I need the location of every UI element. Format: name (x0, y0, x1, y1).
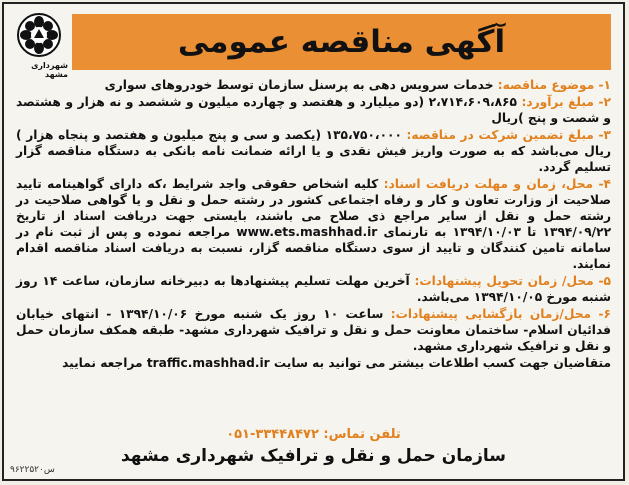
logo (10, 12, 68, 82)
item-documents (16, 176, 611, 272)
item-label: ۶- محل/زمان بازگشایی پیشنهادات: (390, 307, 611, 321)
item-text: ۲،۷۱۴،۶۰۹،۸۶۵ (دو میلیارد و هفتصد و چهارده میلیون و ششصد و نه هزار و هشتصد و شصت و پنج )ریال (16, 95, 611, 125)
item-submission (16, 273, 611, 305)
footer-note-text: مراجعه نمایید (62, 356, 147, 370)
ad-code: ۹۶۲۲۵۲۰س (10, 465, 55, 475)
item-text: آخرین مهلت تسلیم پیشنهادها به دبیرخانه سازمان، ساعت ۱۴ روز شنبه مورخ ۱۳۹۴/۱۰/۰۵ می‌باشد. (16, 274, 611, 304)
footer-note (16, 355, 611, 371)
item-label: ۵- محل/ زمان تحویل پیشنهادات: (414, 274, 611, 288)
item-text: مراجعه نموده و پس از ثبت نام در سامانه تامین کنندگان و تایید از سوی دستگاه مناقصه گزار، نسبت به دریافت اسناد مناقصه اقدام نمایند. (16, 225, 611, 271)
header-banner (72, 14, 611, 70)
item-estimate (16, 94, 611, 126)
item-text: خدمات سرویس دهی به پرسنل سازمان توسط خودروهای سواری (104, 78, 498, 92)
tender-notice (2, 2, 625, 481)
item-subject (16, 77, 611, 93)
traffic-website-link[interactable]: traffic.mashhad.ir (146, 356, 270, 370)
municipality-emblem-icon (16, 12, 62, 58)
contact-phone: تلفن تماس: ۳۳۴۴۸۴۷۲-۰۵۱ (226, 427, 401, 442)
item-label: ۳- مبلغ تضمین شرکت در مناقصه: (406, 128, 611, 142)
logo-caption: شهرداری مشهد (31, 61, 68, 79)
item-text: کلیه اشخاص حقوقی واجد شرایط ،که دارای گواهینامه تایید صلاحیت از وزارت تعاون و کار و رفاه اجتماعی کشور در رشته حمل و نقل و یا گواهی صلاحیت در رشته حمل و نقل از سایر مراجع ذی صلاح می باشند، بایستی جهت دریافت اسناد از تاریخ ۱۳۹۴/۰۹/۲۲ تا ۱۳۹۴/۱۰/۰۳ به تارنمای (16, 177, 612, 239)
ets-website-link[interactable]: www.ets.mashhad.ir (236, 225, 378, 239)
organization-name: سازمان حمل و نقل و ترافیک شهرداری مشهد (120, 446, 507, 466)
item-text: ۱۳۵،۷۵۰،۰۰۰ (یکصد و سی و پنج میلیون و هفتصد و پنجاه هزار ) ریال می‌باشد که به صورت واریز فیش نقدی و یا ارائه ضمانت نامه بانکی به دستگاه مناقصه گزار تسلیم گردد. (16, 128, 611, 174)
item-label: ۱- موضوع مناقصه: (497, 78, 611, 92)
item-text: ساعت ۱۰ روز یک شنبه مورخ ۱۳۹۴/۱۰/۰۶ - انتهای خیابان فدائیان اسلام- ساختمان معاونت حمل و نقل و ترافیک شهرداری مشهد- طبقه همکف سازمان حمل و نقل و ترافیک شهرداری مشهد. (16, 307, 611, 353)
item-label: ۴- محل، زمان و مهلت دریافت اسناد: (383, 177, 611, 191)
item-opening (16, 306, 611, 354)
item-guarantee (16, 127, 611, 175)
item-label: ۲- مبلغ برآورد: (521, 95, 611, 109)
page-title: آگهی مناقصه عمومی (177, 24, 506, 60)
notice-body (16, 77, 611, 372)
footer-note-text: متقاضیان جهت کسب اطلاعات بیشتر می توانید به سایت (269, 356, 611, 370)
